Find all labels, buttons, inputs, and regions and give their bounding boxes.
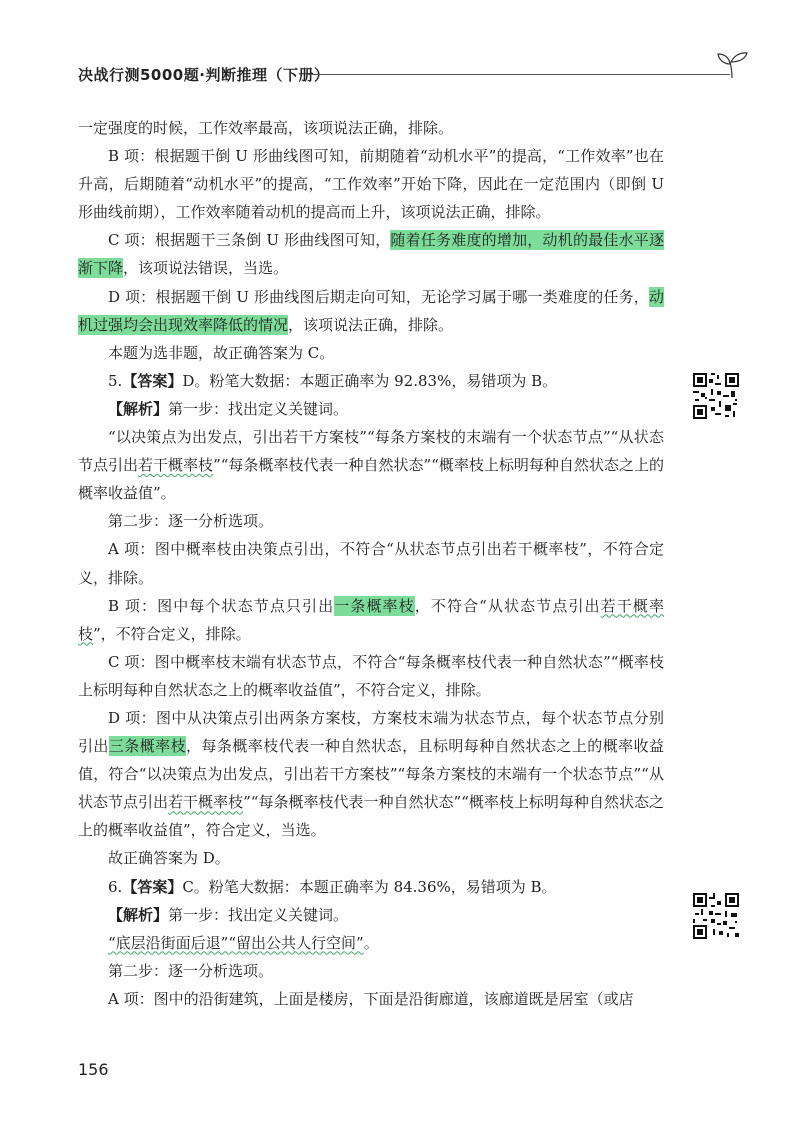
option-b-analysis: B 项：根据题干倒 U 形曲线图可知，前期随着“动机水平”的提高，“工作效率”也在升高，后期随着“动机水平”的提高，“工作效率”开始下降，因此在一定范围内（即倒 U 形曲线前期），工作效率随着动机的提高而上升，该项说法正确，排除。	[78, 147, 664, 222]
q5-conclusion: 故正确答案为 D。	[108, 849, 230, 868]
q5-keywords: “以决策点为出发点，引出若干方案枝”“每条方案枝的末端有一个状态节点”“从状态节点引出若干概率枝”“每条概率枝代表一种自然状态”“概率枝上标明每种自然状态之上的概率收益值”。	[78, 428, 664, 503]
option-c-analysis: C 项：根据题干三条倒 U 形曲线图可知，随着任务难度的增加，动机的最佳水平逐渐下降，该项说法错误，当选。	[78, 231, 664, 278]
sprout-icon	[716, 48, 750, 82]
conclusion: 本题为选非题，故正确答案为 C。	[108, 343, 335, 362]
q5-explanation: 【解析】第一步：找出定义关键词。	[108, 399, 349, 418]
book-title: 决战行测5000题·判断推理（下册）	[78, 66, 330, 84]
q6-answer: 6.【答案】C。粉笔大数据：本题正确率为 84.36%，易错项为 B。	[108, 877, 557, 896]
q5-answer: 5.【答案】D。粉笔大数据：本题正确率为 92.83%，易错项为 B。	[108, 371, 558, 390]
wavy-underline: 若干概率枝	[138, 456, 214, 475]
wavy-underline: “底层沿街面后退”“留出公共人行空间”	[108, 933, 364, 952]
q5-step2: 第二步：逐一分析选项。	[108, 512, 274, 531]
q5-option-d: D 项：图中从决策点引出两条方案枝，方案枝末端为状态节点，每个状态节点分别引出三条概率枝，每条概率枝代表一种自然状态，且标明每种自然状态之上的概率收益值，符合“以决策点为出发点，引出若干方案枝”“每条方案枝的末端有一个状态节点”“从状态节点引出若干概率枝”“每条概率枝代表一种自然状态”“概率枝上标明每种自然状态之上的概率收益值”，符合定义，当选。	[78, 708, 664, 840]
qr-code-icon[interactable]	[691, 891, 741, 941]
highlight: 三条概率枝	[108, 737, 187, 756]
answer-label: 【答案】	[122, 877, 183, 896]
q6-explanation: 【解析】第一步：找出定义关键词。	[108, 905, 349, 924]
wavy-underline: 若干概率枝	[78, 596, 664, 643]
q6-option-a: A 项：图中的沿街建筑，上面是楼房，下面是沿街廊道，该廊道既是居室（或店	[108, 989, 634, 1008]
qr-code-icon[interactable]	[691, 371, 741, 421]
q5-option-c: C 项：图中概率枝末端有状态节点，不符合“每条概率枝代表一种自然状态”“概率枝上标明每种自然状态之上的概率收益值”，不符合定义，排除。	[78, 652, 664, 699]
q5-option-b: B 项：图中每个状态节点只引出一条概率枝，不符合“从状态节点引出若干概率枝”，不符合定义，排除。	[78, 596, 664, 643]
highlight: 动机过强均会出现效率降低的情况	[78, 287, 664, 334]
header-rule	[306, 74, 730, 75]
explanation-label: 【解析】	[108, 905, 169, 924]
highlight: 随着任务难度的增加，动机的最佳水平逐渐下降	[78, 231, 664, 278]
page-number: 156	[78, 1060, 109, 1079]
q6-step2: 第二步：逐一分析选项。	[108, 961, 274, 980]
option-d-analysis: D 项：根据题干倒 U 形曲线图后期走向可知，无论学习属于哪一类难度的任务，动机过强均会出现效率降低的情况，该项说法正确，排除。	[78, 287, 664, 334]
wavy-underline: 若干概率枝	[168, 793, 244, 812]
answer-label: 【答案】	[122, 371, 183, 390]
highlight: 一条概率枝	[334, 596, 415, 615]
paragraph-continuation: 一定强度的时候，工作效率最高，该项说法正确，排除。	[78, 119, 454, 137]
q6-keywords: “底层沿街面后退”“留出公共人行空间”。	[108, 933, 379, 952]
q5-option-a: A 项：图中概率枝由决策点引出，不符合“从状态节点引出若干概率枝”，不符合定义，排除。	[78, 540, 664, 587]
page-body	[78, 114, 664, 1013]
explanation-label: 【解析】	[108, 399, 169, 418]
